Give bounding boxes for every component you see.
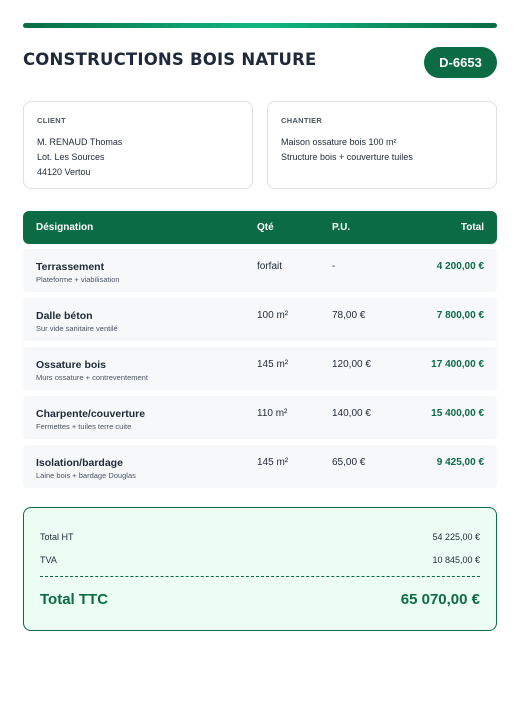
row-detail: Plateforme + viabilisation	[36, 275, 120, 284]
row-quantity: 110 m²	[257, 408, 288, 419]
tva-value: 10 845,00 €	[432, 555, 480, 565]
client-label: CLIENT	[37, 116, 66, 125]
row-designation: Terrassement	[36, 261, 105, 273]
row-quantity: 145 m²	[257, 457, 289, 468]
header-total: Total	[460, 222, 484, 233]
accent-bar	[23, 23, 497, 28]
quote-reference-badge: D-6653	[424, 47, 497, 78]
total-ht-value: 54 225,00 €	[432, 532, 480, 542]
company-name: CONSTRUCTIONS BOIS NATURE	[23, 50, 317, 69]
row-total: 7 800,00 €	[436, 310, 484, 321]
total-ht-label: Total HT	[40, 532, 74, 542]
table-row	[23, 249, 497, 292]
site-label: CHANTIER	[281, 116, 323, 125]
row-designation: Isolation/bardage	[36, 457, 123, 469]
header-designation: Désignation	[36, 222, 94, 233]
row-designation: Dalle béton	[36, 310, 93, 322]
row-designation: Charpente/couverture	[36, 408, 146, 420]
totals-divider	[40, 576, 480, 577]
row-unit-price: 65,00 €	[332, 457, 366, 468]
row-total: 15 400,00 €	[431, 408, 484, 419]
row-unit-price: 120,00 €	[332, 359, 371, 370]
table-row	[23, 347, 497, 390]
row-unit-price: 140,00 €	[332, 408, 371, 419]
tva-label: TVA	[40, 555, 57, 565]
header-unit-price: P.U.	[332, 222, 351, 233]
site-card	[267, 101, 497, 189]
row-total: 4 200,00 €	[436, 261, 484, 272]
row-detail: Murs ossature + contreventement	[36, 373, 148, 382]
client-city: 44120 Vertou	[37, 167, 91, 177]
row-unit-price: 78,00 €	[332, 310, 366, 321]
row-total: 9 425,00 €	[436, 457, 484, 468]
total-ttc-value: 65 070,00 €	[400, 591, 480, 608]
row-detail: Sur vide sanitaire ventilé	[36, 324, 118, 333]
row-quantity: 145 m²	[257, 359, 289, 370]
total-ttc-label: Total TTC	[40, 591, 109, 608]
header-quantity: Qté	[257, 222, 274, 233]
table-row	[23, 298, 497, 341]
row-detail: Fermettes + tuiles terre cuite	[36, 422, 132, 431]
row-unit-price: -	[332, 261, 336, 272]
client-card	[23, 101, 253, 189]
site-details: Structure bois + couverture tuiles	[281, 152, 413, 162]
totals-box	[23, 507, 497, 631]
site-description: Maison ossature bois 100 m²	[281, 137, 397, 147]
row-quantity: forfait	[257, 261, 283, 272]
row-total: 17 400,00 €	[431, 359, 484, 370]
client-address-line: Lot. Les Sources	[37, 152, 105, 162]
table-row	[23, 445, 497, 488]
table-row	[23, 396, 497, 439]
row-quantity: 100 m²	[257, 310, 289, 321]
client-name: M. RENAUD Thomas	[37, 137, 123, 147]
table-header	[23, 211, 497, 244]
row-designation: Ossature bois	[36, 359, 107, 371]
row-detail: Laine bois + bardage Douglas	[36, 471, 136, 480]
